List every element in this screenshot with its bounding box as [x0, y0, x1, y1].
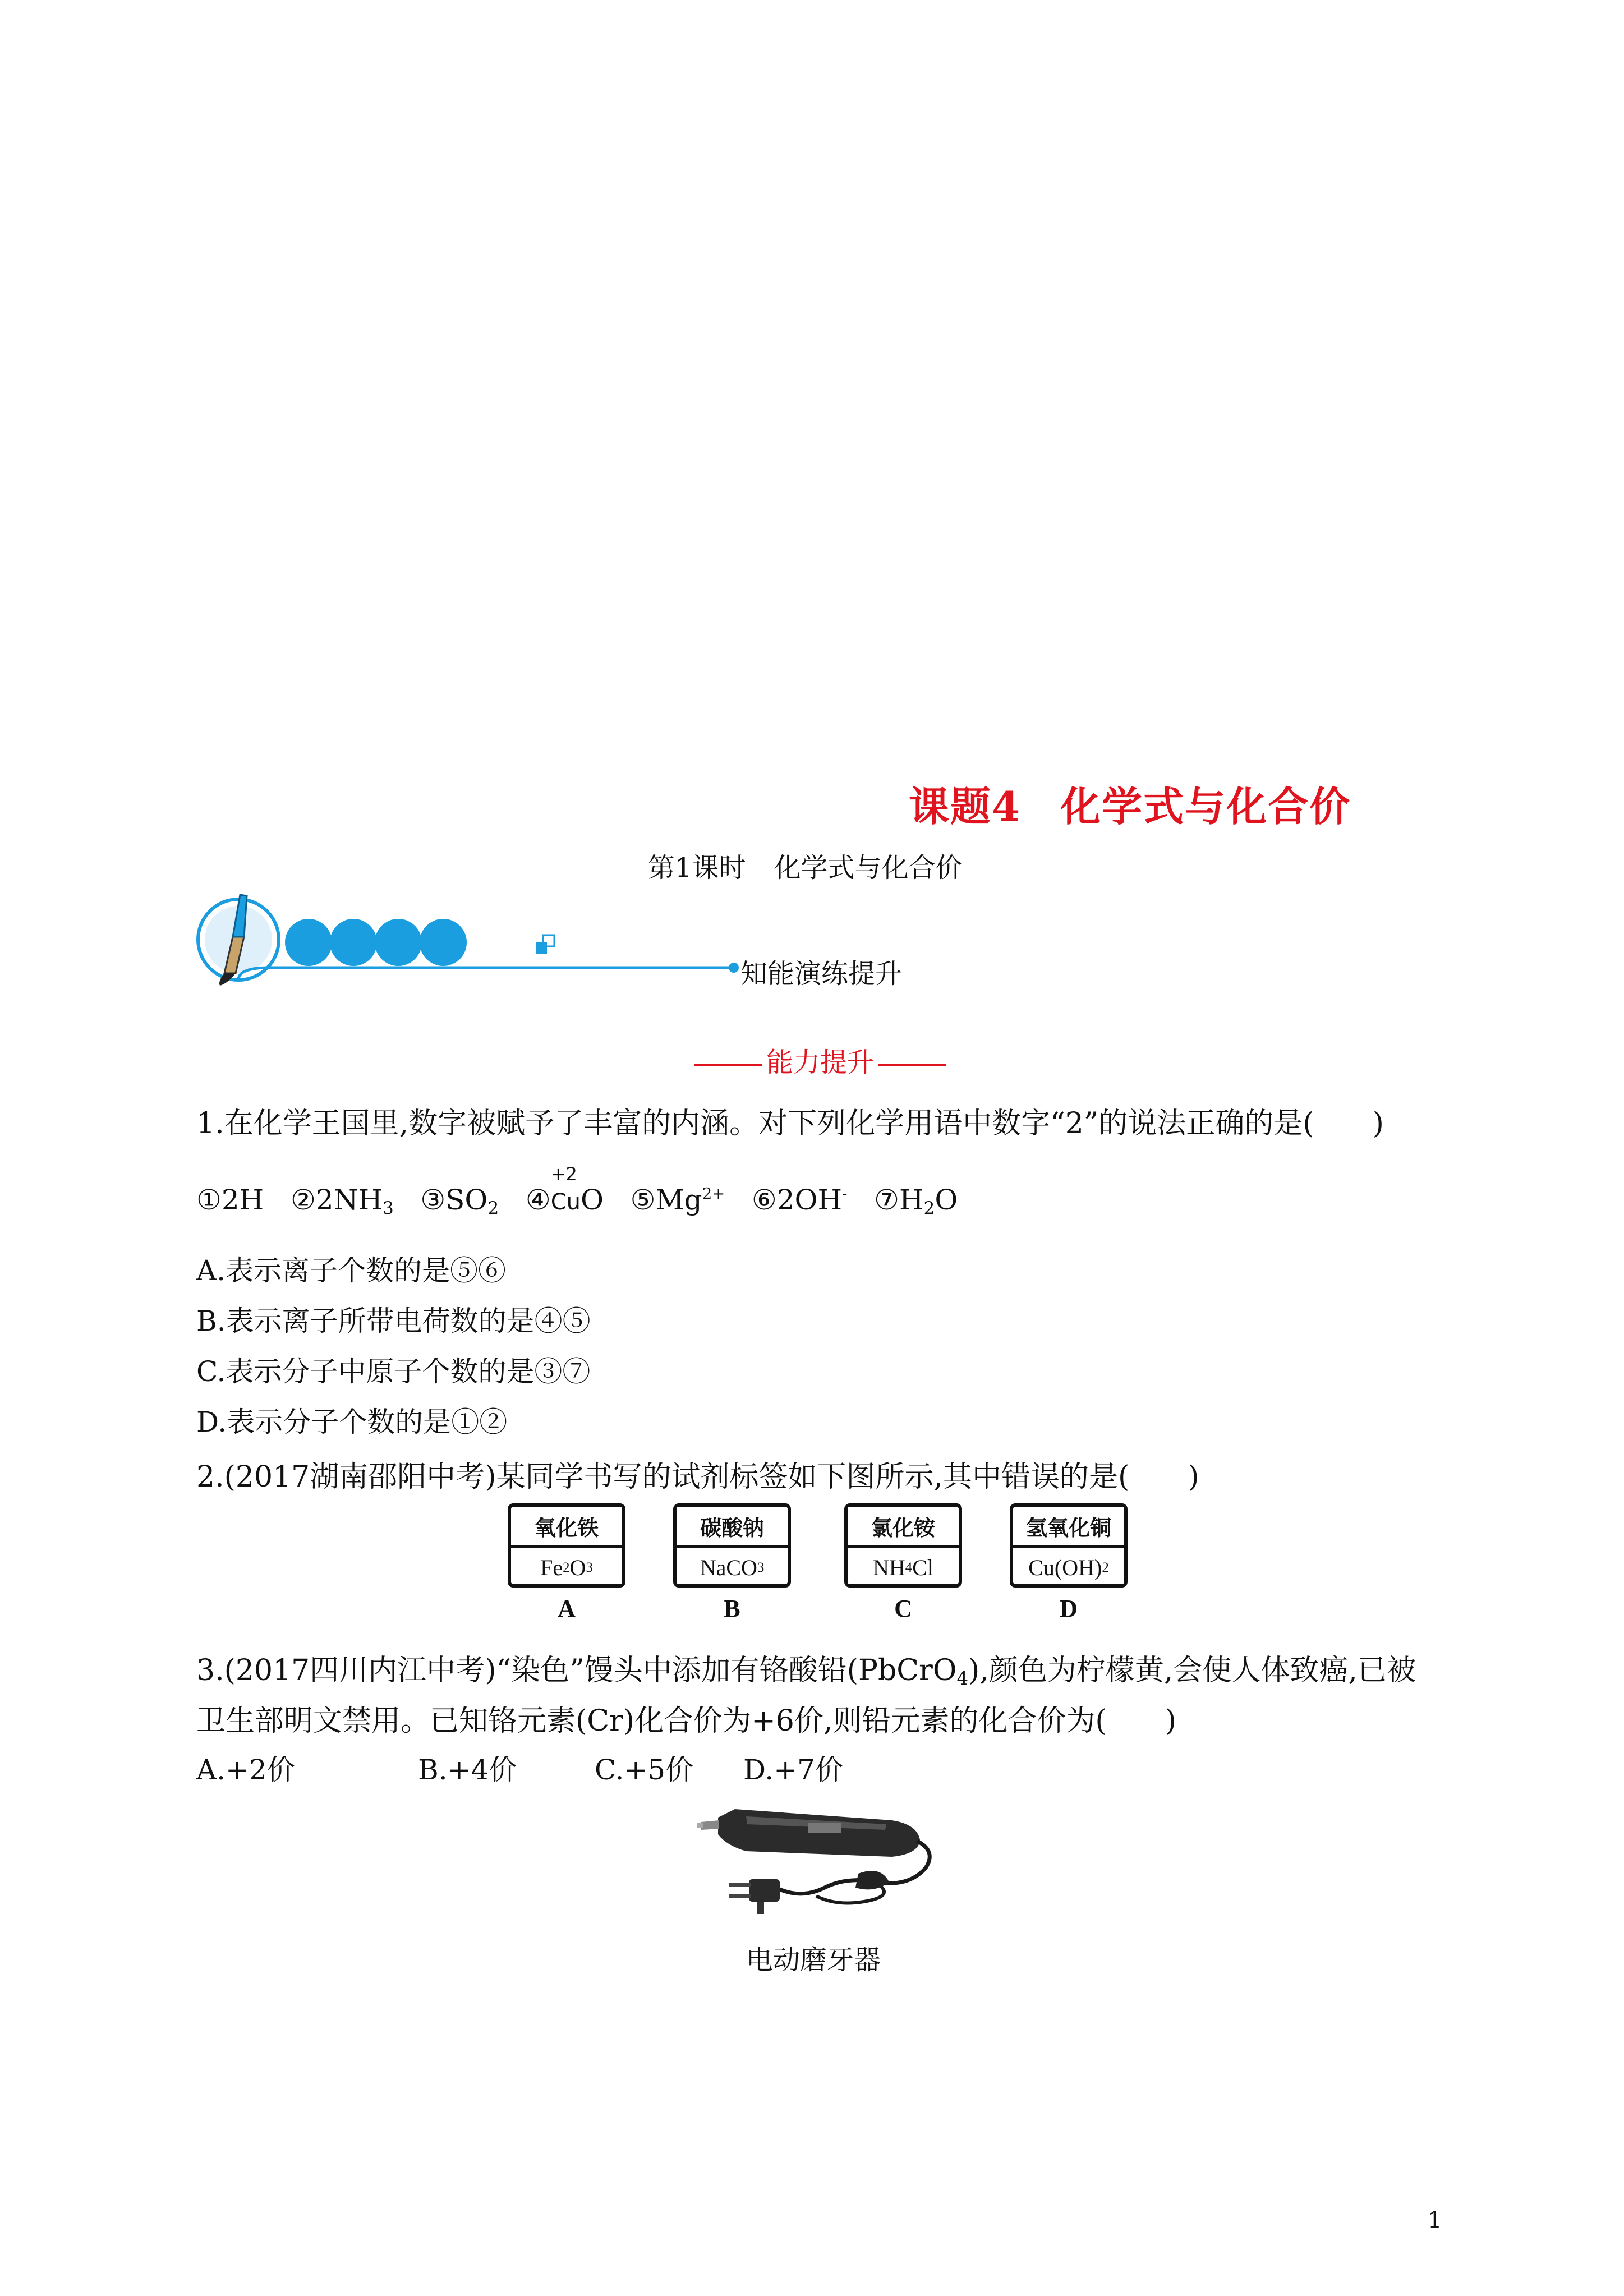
title-main: 化学式与化合价	[1060, 783, 1351, 830]
title-prefix: 课题4	[909, 783, 1022, 830]
section-label	[690, 1041, 950, 1079]
question-1-option-b: B.表示离子所带电荷数的是④⑤	[196, 1305, 591, 1337]
label-formula: NH 4 Cl	[873, 1555, 933, 1580]
label-letter: D	[1060, 1595, 1078, 1622]
item-2: $②2NH_3$	[290, 1184, 394, 1218]
lesson-title	[909, 774, 1351, 832]
question-3-option-b: B.+4价	[418, 1754, 517, 1786]
label-formula: Fe 2 O 3	[540, 1555, 593, 1580]
plug-icon	[729, 1879, 780, 1914]
item-6: ⑥2OH-	[751, 1184, 848, 1216]
item-5: $⑤Mg^{2+}$	[630, 1184, 725, 1216]
label-name: 氧化铁	[511, 1507, 622, 1548]
banner-line	[238, 968, 732, 980]
question-3-option-a: A.+2价	[196, 1754, 295, 1786]
label-letter: A	[558, 1595, 576, 1622]
question-3-option-d: D.+7价	[743, 1754, 843, 1786]
question-3-stem-line2: 卫生部明文禁用。已知铬元素(Cr)化合价为+6价,则铅元素的化合价为( )	[196, 1704, 1176, 1738]
question-2-stem: 2.(2017湖南邵阳中考)某同学书写的试剂标签如下图所示,其中错误的是( )	[196, 1460, 1199, 1494]
banner-square-icon	[536, 942, 547, 954]
page-number: 1	[1428, 2207, 1442, 2233]
question-3-stem-line1: 3.(2017四川内江中考)“染色”馒头中添加有铬酸铅(PbCrO$_4$),颜色为柠檬黄,会使人体致癌,已被	[196, 1654, 1416, 1690]
label-formula: Cu(OH) 2	[1028, 1555, 1109, 1580]
lesson-subtitle	[648, 846, 963, 885]
subtitle-topic: 化学式与化合价	[774, 852, 963, 884]
item-3: $③SO_2$	[420, 1184, 499, 1218]
label-letter: B	[724, 1595, 740, 1622]
banner-text: 知能演练提升	[740, 958, 903, 990]
reagent-labels	[508, 1503, 1136, 1632]
section-label-text: 能力提升	[766, 1047, 875, 1078]
label-name: 氢氧化铜	[1013, 1507, 1124, 1548]
label-name: 碳酸钠	[677, 1507, 788, 1548]
subtitle-lesson: 第1课时	[648, 852, 746, 884]
section-banner	[191, 884, 752, 990]
question-1-option-a: A.表示离子个数的是⑤⑥	[196, 1254, 507, 1287]
label-letter: C	[894, 1595, 912, 1622]
question-1-option-c: C.表示分子中原子个数的是③⑦	[196, 1355, 591, 1388]
brush-icon	[198, 895, 279, 986]
label-formula: NaCO 3	[700, 1555, 765, 1580]
item-1: ①2H	[196, 1184, 264, 1216]
question-1-items	[196, 1163, 958, 1218]
electric-grinder-figure	[696, 1789, 942, 1918]
figure-caption: 电动磨牙器	[746, 1944, 881, 1976]
question-1-stem: 1.在化学王国里,数字被赋予了丰富的内涵。对下列化学用语中数字“2”的说法正确的是( )	[196, 1107, 1384, 1140]
item-7: $⑦H_2O$	[874, 1184, 958, 1218]
banner-circles	[285, 919, 467, 966]
grinder-body	[697, 1809, 920, 1857]
question-1-option-d: D.表示分子个数的是①②	[196, 1406, 508, 1438]
label-name: 氯化铵	[848, 1507, 959, 1548]
item-4: ④ +2 CuO	[525, 1163, 604, 1216]
question-3-option-c: C.+5价	[595, 1754, 694, 1786]
